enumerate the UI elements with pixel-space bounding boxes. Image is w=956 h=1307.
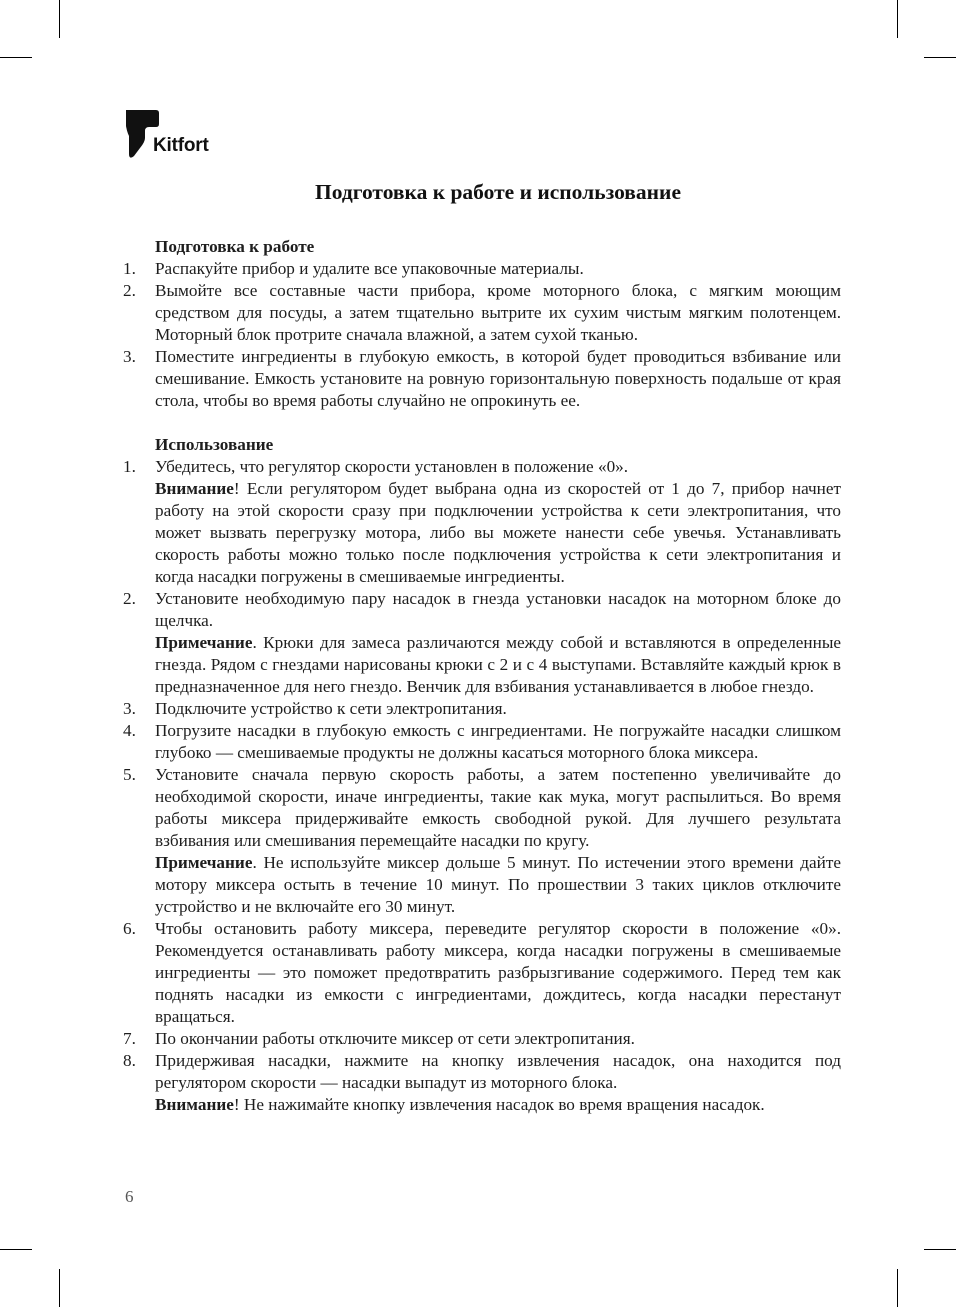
list-item: 6. Чтобы остановить работу миксера, переведите регулятор скорости в положение «0». Рекомендуется останавливать работу миксера, когда насадки погружены в смешиваемые ингредиенты — это поможет предотвратить разбрызгивание содержимого. Перед тем как поднять насадки из емкости с ингредиентами, дождитесь, когда насадки перестанут вращаться.: [123, 919, 841, 1026]
crop-mark-bottom-left: [59, 1269, 60, 1307]
list-item: 7. По окончании работы отключите миксер от сети электропитания.: [123, 1029, 635, 1048]
info-note: Примечание. Крюки для замеса различаются между собой и вставляются в определенные гнезда. Рядом с гнездами нарисованы крюки с 2 и с 4 выступами. Вставляйте каждый крюк в предназначенное для него гнездо. Венчик для взбивания устанавливается в любое гнездо.: [155, 633, 841, 696]
page-title: Подготовка к работе и использование: [315, 180, 681, 204]
crop-mark-top-right-h: [924, 57, 956, 58]
info-note: Примечание. Не используйте миксер дольше 5 минут. По истечении этого времени дайте мотору миксера остыть в течение 10 минут. По прошествии 3 таких циклов отключите устройство и не включайте его 30 минут.: [155, 853, 841, 916]
crop-mark-bottom-right-h: [924, 1249, 956, 1250]
list-item: 4. Погрузите насадки в глубокую емкость с ингредиентами. Не погружайте насадки слишком глубоко — смешиваемые продукты не должны касаться моторного блока миксера.: [123, 721, 841, 762]
section-heading-usage: Использование: [155, 435, 274, 454]
list-item: 1. Распакуйте прибор и удалите все упаковочные материалы.: [123, 259, 584, 278]
brand-name: Kitfort: [153, 135, 209, 156]
document-body: [120, 236, 841, 1116]
list-item: 2. Установите необходимую пару насадок в гнезда установки насадок на моторном блоке до щелчка. Примечание. Крюки для замеса различаются между собой и вставляются в определенные гнезда. Рядом с гнездами нарисованы крюки с 2 и с 4 выступами. Вставляйте каждый крюк в предназначенное для него гнездо. Венчик для взбивания устанавливается в любое гнездо.: [123, 589, 841, 696]
section-heading-preparation: Подготовка к работе: [155, 237, 315, 256]
list-item: 3. Поместите ингредиенты в глубокую емкость, в которой будет проводиться взбивание или смешивание. Емкость установите на ровную горизонтальную поверхность подальше от края стола, чтобы во время работы случайно не опрокинуть ее.: [123, 347, 841, 410]
crop-mark-bottom-left-h: [0, 1249, 32, 1250]
crop-mark-top-left: [59, 0, 60, 38]
crop-mark-top-right: [897, 0, 898, 38]
list-item: 2. Вымойте все составные части прибора, кроме моторного блока, с мягким моющим средством для посуды, а затем тщательно вытрите их сухим чистым мягким полотенцем. Моторный блок протрите сначала влажной, а затем сухой тканью.: [123, 281, 841, 344]
crop-mark-top-left-h: [0, 57, 32, 58]
usage-list: [120, 456, 841, 1116]
page-number: 6: [125, 1187, 134, 1206]
list-item: 3. Подключите устройство к сети электропитания.: [123, 699, 507, 718]
warning-note: Внимание! Не нажимайте кнопку извлечения насадок во время вращения насадок.: [155, 1095, 765, 1114]
crop-mark-bottom-right: [897, 1269, 898, 1307]
list-item: 5. Установите сначала первую скорость работы, а затем постепенно увеличивайте до необходимой скорости, иначе ингредиенты, такие как мука, могут распылиться. Во время работы миксера придерживайте емкость свободной рукой. Для лучшего результата взбивания или смешивания перемещайте насадки по кругу. Примечание. Не используйте миксер дольше 5 минут. По истечении этого времени дайте мотору миксера остыть в течение 10 минут. По прошествии 3 таких циклов отключите устройство и не включайте его 30 минут.: [123, 765, 841, 916]
list-item: 8. Придерживая насадки, нажмите на кнопку извлечения насадок, она находится под регулятором скорости — насадки выпадут из моторного блока. Внимание! Не нажимайте кнопку извлечения насадок во время вращения насадок.: [123, 1051, 841, 1114]
preparation-list: [120, 258, 841, 412]
warning-note: Внимание! Если регулятором будет выбрана одна из скоростей от 1 до 7, прибор начнет работу на этой скорости сразу при подключении устройства к сети электропитания, что может вызвать перегрузку мотора, либо вы можете нанести себе увечья. Устанавливать скорость работы можно только после подключения устройства к сети электропитания и когда насадки погружены в смешиваемые ингредиенты.: [155, 479, 841, 586]
list-item: 1. Убедитесь, что регулятор скорости установлен в положение «0». Внимание! Если регулятором будет выбрана одна из скоростей от 1 до 7, прибор начнет работу на этой скорости сразу при подключении устройства к сети электропитания, что может вызвать перегрузку мотора, либо вы можете нанести себе увечья. Устанавливать скорость работы можно только после подключения устройства к сети электропитания и когда насадки погружены в смешиваемые ингредиенты.: [123, 457, 841, 586]
